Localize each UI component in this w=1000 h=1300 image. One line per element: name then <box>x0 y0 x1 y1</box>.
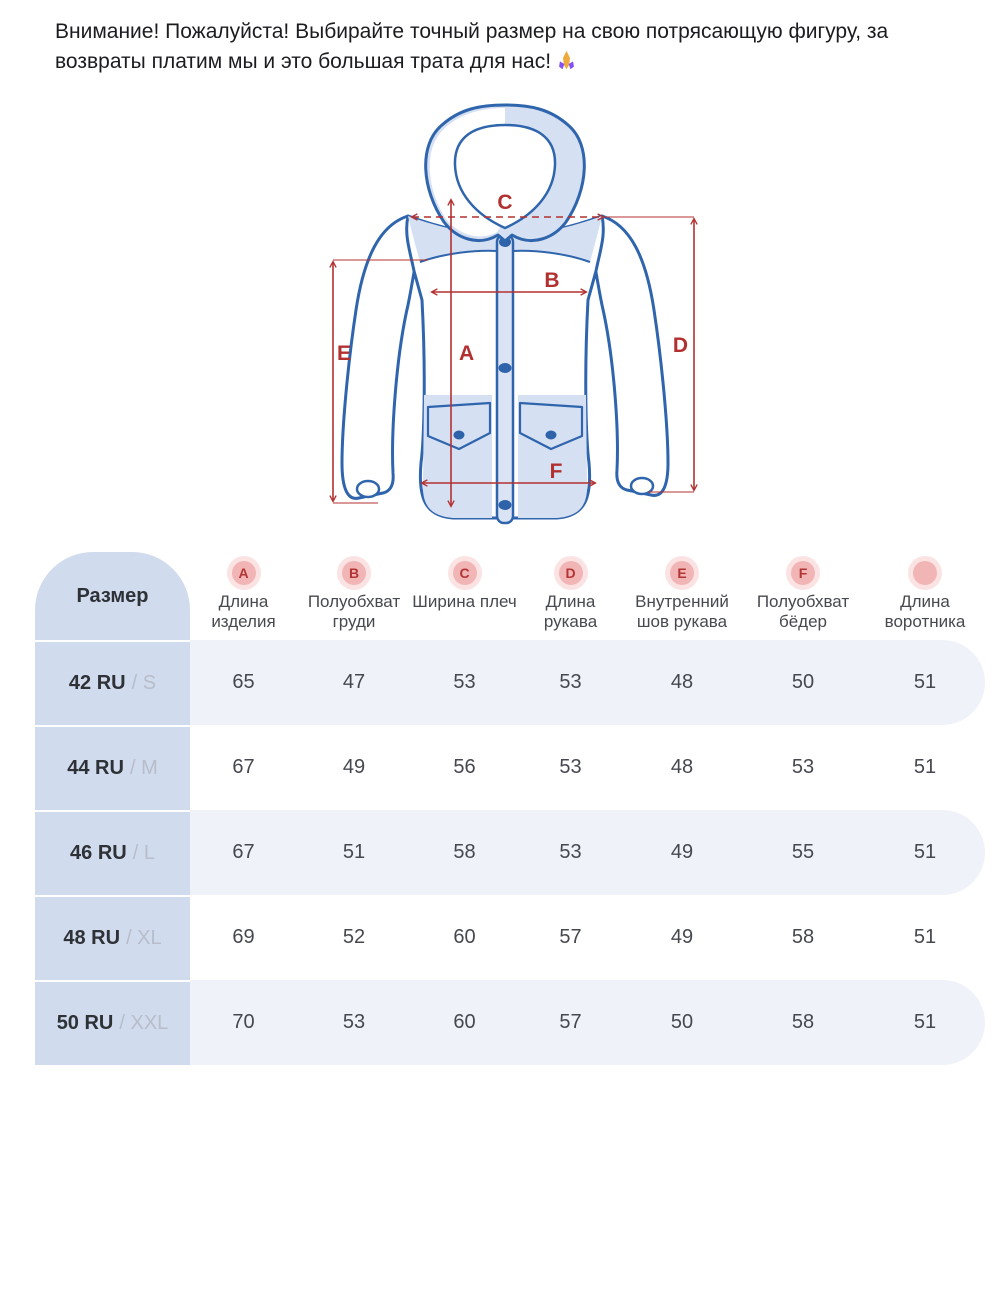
size-ru-label: 42 RU <box>68 672 126 694</box>
measure-label-c: C <box>497 191 513 214</box>
value-cell: 51 <box>913 671 937 693</box>
size-ru-label: 50 RU <box>56 1012 114 1034</box>
measure-label-a: A <box>459 342 475 365</box>
measure-label-d: D <box>672 334 688 357</box>
value-cell: 53 <box>453 671 476 693</box>
table-row <box>35 640 985 725</box>
size-ru-label: 44 RU <box>67 757 124 779</box>
size-cell-46ru <box>35 810 190 895</box>
folded-hands-icon <box>556 50 577 71</box>
size-ru-label: 46 RU <box>70 842 127 864</box>
value-cell: 60 <box>453 1011 476 1033</box>
column-badge-a <box>227 556 261 590</box>
size-cell-48ru <box>35 895 190 980</box>
value-cell: 55 <box>791 841 815 863</box>
badge-letter: B <box>342 561 366 585</box>
row-values <box>190 980 985 1065</box>
column-label: Ширина плеч <box>412 592 517 611</box>
badge-letter: C <box>453 561 477 585</box>
value-cell: 53 <box>342 1011 366 1033</box>
row-values <box>190 895 985 980</box>
size-intl-label: / S <box>131 672 157 694</box>
value-cell: 49 <box>670 841 694 863</box>
table-row <box>35 895 985 980</box>
measure-label-b: B <box>544 269 560 292</box>
value-cell: 58 <box>453 841 476 863</box>
jacket-hood <box>426 105 585 241</box>
jacket-placket <box>497 235 513 523</box>
size-column-header-label: Размер <box>76 584 149 607</box>
column-badge-d <box>554 556 588 590</box>
value-cell: 48 <box>670 671 694 693</box>
column-header-chest <box>297 552 411 640</box>
badge-letter: A <box>232 561 256 585</box>
value-cell: 52 <box>342 926 366 948</box>
row-values <box>190 640 985 725</box>
column-label: Внутренний шов рукава <box>635 592 729 631</box>
size-cell-44ru <box>35 725 190 810</box>
column-label: Полуобхват бёдер <box>756 592 850 631</box>
column-header-length <box>190 552 297 640</box>
value-cell: 49 <box>670 926 694 948</box>
size-intl-label: / XL <box>126 927 162 949</box>
size-intl-label: / XXL <box>119 1012 169 1034</box>
value-cell: 67 <box>232 756 255 778</box>
value-cell: 49 <box>342 756 366 778</box>
value-cell: 51 <box>913 1011 937 1033</box>
column-label: Полуобхват груди <box>307 592 401 631</box>
row-values <box>190 725 985 810</box>
value-cell: 53 <box>791 756 815 778</box>
value-cell: 57 <box>559 926 582 948</box>
value-cell: 70 <box>232 1011 255 1033</box>
value-cell: 53 <box>559 756 582 778</box>
size-table <box>35 552 985 1065</box>
badge-letter: F <box>791 561 815 585</box>
column-label: Длина рукава <box>543 592 598 631</box>
value-cell: 47 <box>342 671 366 693</box>
size-warning-text <box>55 17 895 77</box>
table-row <box>35 980 985 1065</box>
column-label: Длина изделия <box>211 592 276 631</box>
value-cell: 50 <box>791 671 815 693</box>
size-cell-42ru <box>35 640 190 725</box>
value-cell: 57 <box>559 1011 582 1033</box>
value-cell: 51 <box>913 926 937 948</box>
table-row <box>35 725 985 810</box>
value-cell: 60 <box>453 926 476 948</box>
value-cell: 51 <box>913 756 937 778</box>
column-header-inner-seam <box>623 552 741 640</box>
value-cell: 51 <box>913 841 937 863</box>
size-intl-label: / M <box>129 757 158 779</box>
value-cell: 50 <box>670 1011 694 1033</box>
value-cell: 67 <box>232 841 255 863</box>
measure-label-f: F <box>549 460 563 483</box>
size-table-header <box>35 552 985 640</box>
value-cell: 53 <box>559 671 582 693</box>
row-values <box>190 810 985 895</box>
column-header-hips <box>741 552 865 640</box>
column-header-collar <box>865 552 985 640</box>
column-header-shoulders <box>411 552 518 640</box>
column-header-sleeve <box>518 552 623 640</box>
column-label: Длина воротника <box>884 592 966 631</box>
value-cell: 51 <box>342 841 366 863</box>
size-ru-label: 48 RU <box>63 927 121 949</box>
measure-label-e: E <box>337 342 352 365</box>
column-badge-e <box>665 556 699 590</box>
value-cell: 58 <box>791 1011 815 1033</box>
table-row <box>35 810 985 895</box>
value-cell: 53 <box>559 841 582 863</box>
column-badge-collar <box>908 556 942 590</box>
value-cell: 65 <box>232 671 255 693</box>
column-badge-f <box>786 556 820 590</box>
value-cell: 58 <box>791 926 815 948</box>
value-cell: 48 <box>670 756 694 778</box>
badge-letter <box>913 561 937 585</box>
jacket-measurement-diagram <box>280 85 720 535</box>
size-intl-label: / L <box>132 842 155 864</box>
size-warning-message: Внимание! Пожалуйста! Выбирайте точный размер на свою потрясающую фигуру, за возвраты платим мы и это большая трата для нас! <box>55 20 889 73</box>
value-cell: 56 <box>453 756 476 778</box>
badge-letter: E <box>670 561 694 585</box>
column-badge-c <box>448 556 482 590</box>
badge-letter: D <box>559 561 583 585</box>
size-column-header <box>35 552 190 640</box>
size-cell-50ru <box>35 980 190 1065</box>
value-cell: 69 <box>232 926 255 948</box>
column-badge-b <box>337 556 371 590</box>
